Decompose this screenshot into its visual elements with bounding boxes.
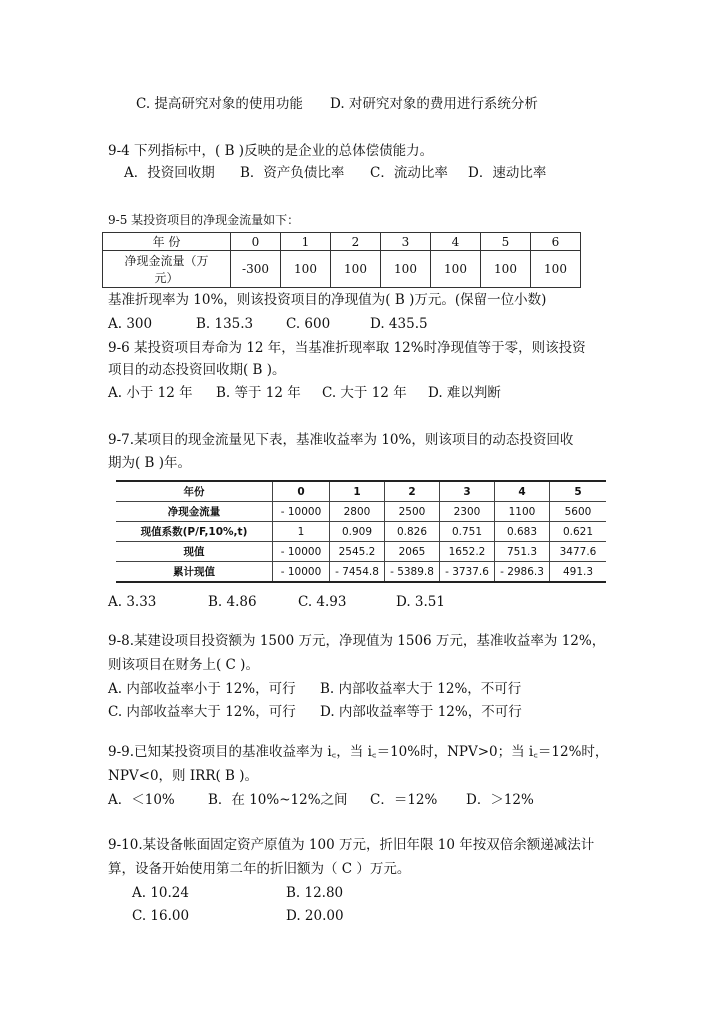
q9-9-stem-line-1: 9-9.已知某投资项目的基准收益率为 i꜀，当 i꜀＝10%时，NPV>0；当 i꜀＝12%时， [108, 744, 609, 760]
table-cell: - 2986.3 [495, 562, 550, 583]
table-cell: 0.909 [330, 522, 385, 542]
q9-4-option-c: C．流动比率 [370, 165, 448, 181]
q9-4-option-a: A．投资回收期 [124, 165, 215, 181]
q9-10-stem-line-2: 算，设备开始使用第二年的折旧额为（ C ）万元。 [108, 861, 411, 877]
table-cell: 2300 [440, 502, 495, 522]
q9-5-question: 基准折现率为 10%，则该投资项目的净现值为( B )万元。(保留一位小数) [108, 292, 547, 308]
q9-9-stem-line-2: NPV<0，则 IRR( B )。 [108, 768, 259, 784]
table-row-label [103, 251, 231, 288]
table-header-cell: 0 [231, 233, 281, 251]
q9-8-stem-line-2: 则该项目在财务上( C )。 [108, 657, 259, 673]
table-row [116, 542, 606, 562]
q9-9-option-a: A．＜10% [108, 792, 175, 808]
table-header-cell: 2 [385, 481, 440, 502]
table-cell: 0.826 [385, 522, 440, 542]
q9-7-stem-line-2: 期为( B )年。 [108, 455, 192, 471]
q9-10-option-d: D. 20.00 [286, 908, 344, 924]
q9-5-option-d: D. 435.5 [370, 316, 428, 332]
q9-9-option-c: C．＝12% [370, 792, 438, 808]
q9-8-option-b: B. 内部收益率大于 12%，不可行 [320, 681, 522, 697]
table-cell: - 10000 [273, 542, 330, 562]
table-header-cell: 3 [440, 481, 495, 502]
table-cell: 0.621 [550, 522, 607, 542]
q9-9-option-b: B．在 10%~12%之间 [208, 792, 348, 808]
q9-5-cashflow-table [102, 232, 581, 288]
q9-10-option-a: A. 10.24 [132, 885, 189, 901]
q9-5-option-b: B. 135.3 [196, 316, 254, 332]
q9-10-option-c: C. 16.00 [132, 908, 190, 924]
q9-6-stem-line-2: 项目的动态投资回收期( B )。 [108, 362, 286, 378]
q9-5-option-c: C. 600 [286, 316, 331, 332]
table-header-cell: 5 [481, 233, 531, 251]
q9-4-option-b: B．资产负债比率 [240, 165, 345, 181]
row-label-line-1: 净现金流量（万 [124, 254, 209, 268]
q9-7-stem-line-1: 9-7.某项目的现金流量见下表，基准收益率为 10%，则该项目的动态投资回收 [108, 432, 574, 448]
table-header-cell: 1 [281, 233, 331, 251]
table-header-cell: 4 [495, 481, 550, 502]
table-cell: 累计现值 [116, 562, 273, 583]
q9-7-option-d: D. 3.51 [396, 594, 445, 610]
row-label-line-2: 元） [154, 271, 179, 285]
table-row [116, 522, 606, 542]
table-header-cell: 6 [531, 233, 581, 251]
table-cell: 100 [281, 251, 331, 288]
table-cell: 100 [331, 251, 381, 288]
table-cell: 2065 [385, 542, 440, 562]
q9-7-option-a: A. 3.33 [108, 594, 157, 610]
q9-7-option-c: C. 4.93 [298, 594, 347, 610]
table-header-cell: 1 [330, 481, 385, 502]
table-cell: 100 [381, 251, 431, 288]
q9-7-present-value-table [116, 480, 606, 583]
q9-8-option-d: D. 内部收益率等于 12%，不可行 [320, 704, 522, 720]
table-cell: 0.751 [440, 522, 495, 542]
q9-8-option-c: C. 内部收益率大于 12%，可行 [108, 704, 296, 720]
table-cell: - 10000 [273, 502, 330, 522]
q9-8-stem-line-1: 9-8.某建设项目投资额为 1500 万元，净现值为 1506 万元，基准收益率为 12%， [108, 633, 606, 649]
table-cell: -300 [231, 251, 281, 288]
table-cell: 0.683 [495, 522, 550, 542]
table-cell: 2800 [330, 502, 385, 522]
table-cell: - 10000 [273, 562, 330, 583]
table-header-cell: 年 份 [103, 233, 231, 251]
table-row [116, 502, 606, 522]
q9-6-option-a: A. 小于 12 年 [108, 385, 193, 401]
table-cell: 1100 [495, 502, 550, 522]
q9-9-option-d: D．＞12% [466, 792, 534, 808]
q9-8-option-a: A. 内部收益率小于 12%，可行 [108, 681, 296, 697]
table-cell: 751.3 [495, 542, 550, 562]
q9-4-option-d: D．速动比率 [468, 165, 547, 181]
table-cell: 2500 [385, 502, 440, 522]
table-header-cell: 2 [331, 233, 381, 251]
table-cell: 1 [273, 522, 330, 542]
table-header-cell: 年份 [116, 481, 273, 502]
table-cell: 100 [431, 251, 481, 288]
table-header-cell: 0 [273, 481, 330, 502]
q9-4-stem: 9-4 下列指标中，( B )反映的是企业的总体偿债能力。 [108, 143, 434, 159]
q9-6-option-c: C. 大于 12 年 [322, 385, 407, 401]
table-cell: - 3737.6 [440, 562, 495, 583]
q9-6-stem-line-1: 9-6 某投资项目寿命为 12 年，当基准折现率取 12%时净现值等于零，则该投资 [108, 340, 586, 356]
option-d-top: D. 对研究对象的费用进行系统分析 [330, 96, 538, 112]
q9-7-option-b: B. 4.86 [208, 594, 257, 610]
table-cell: 净现金流量 [116, 502, 273, 522]
table-cell: 3477.6 [550, 542, 607, 562]
q9-10-option-b: B. 12.80 [286, 885, 344, 901]
option-c-top: C. 提高研究对象的使用功能 [136, 96, 303, 112]
table-cell: 现值系数(P/F,10%,t) [116, 522, 273, 542]
q9-10-stem-line-1: 9-10.某设备帐面固定资产原值为 100 万元，折旧年限 10 年按双倍余额递减法计 [108, 837, 595, 853]
table-cell: - 5389.8 [385, 562, 440, 583]
q9-5-option-a: A. 300 [108, 316, 153, 332]
table-cell: 100 [481, 251, 531, 288]
table-cell: 5600 [550, 502, 607, 522]
table-row [116, 562, 606, 583]
table-cell: 现值 [116, 542, 273, 562]
table-cell: 1652.2 [440, 542, 495, 562]
table-header-cell: 4 [431, 233, 481, 251]
table-header-cell: 5 [550, 481, 607, 502]
table-cell: - 7454.8 [330, 562, 385, 583]
table-cell: 2545.2 [330, 542, 385, 562]
table-header-cell: 3 [381, 233, 431, 251]
q9-6-option-b: B. 等于 12 年 [216, 385, 301, 401]
table-cell: 491.3 [550, 562, 607, 583]
table-cell: 100 [531, 251, 581, 288]
q9-6-option-d: D. 难以判断 [428, 385, 501, 401]
q9-5-stem: 9-5 某投资项目的净现金流量如下： [108, 213, 300, 227]
